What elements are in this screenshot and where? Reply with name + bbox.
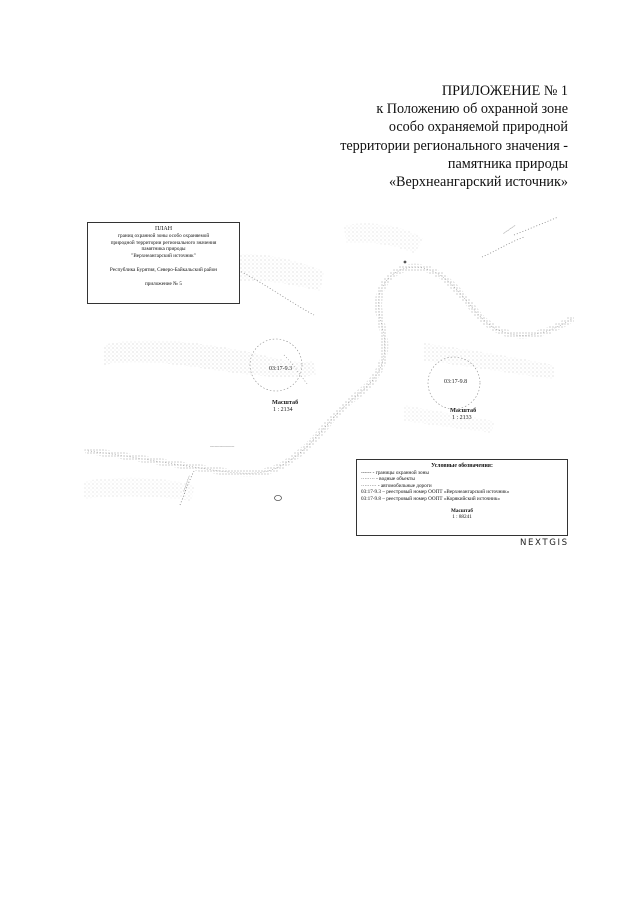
map-legend (356, 459, 568, 536)
header-line-3: особо охраняемой природной (388, 119, 568, 136)
legend-code-1: 03:17-9.3 – реестровый номер ООПТ «Верхнеангарский источник» (361, 489, 510, 496)
legend-item-roads-text: - автомобильные дороги (377, 482, 432, 489)
dotted-area-2 (234, 254, 324, 291)
header-line-6: «Верхнеангарский источник» (388, 174, 568, 191)
map-label-right-scale: 1 : 2133 (452, 415, 472, 421)
plan-note: приложение № 5 (144, 280, 182, 287)
road-line-4 (514, 217, 558, 235)
legend-scale-value: 1 : 88241 (452, 514, 472, 521)
dotted-area-6 (84, 478, 194, 501)
plan-line-1: границ охранной зоны особо охраняемой (117, 232, 210, 239)
dotted-area-4 (424, 343, 554, 379)
road-name-label: ~~~~~~~ (181, 474, 192, 493)
legend-code-2: 03:17-9.8 – реестровый номер ООПТ «Корякийский источник» (361, 495, 500, 502)
road-line-3 (482, 237, 524, 257)
map-label-right-code: 03:17-9.8 (444, 379, 468, 385)
header-line-2: к Положению об охранной зоне (376, 101, 568, 118)
plan-line-2: природной территории регионального значения (110, 239, 217, 246)
legend-item-boundary-text: - границы охранной зоны (372, 469, 429, 476)
legend-water-symbol: ········ (361, 476, 377, 483)
dotted-area-3 (344, 224, 424, 253)
appendix-header (248, 82, 568, 191)
road-name-label-2: ~~~~~~ (501, 223, 517, 236)
nextgis-logo: NEXTGIS (520, 538, 569, 548)
small-dot-marker (404, 261, 407, 264)
river-name-label: ~~~~~~~~~~ (210, 444, 235, 449)
dotted-area-5 (404, 405, 494, 433)
header-line-5: памятника природы (447, 155, 568, 172)
plan-line-3: памятника природы (141, 246, 186, 253)
map-label-left-scale-title: Масштаб (272, 399, 299, 406)
map-label-left-scale: 1 : 2134 (273, 407, 293, 413)
plan-title: ПЛАН (154, 226, 173, 232)
plan-line-4: "Верхнеангарский источник" (131, 253, 196, 260)
plan-title-box (87, 222, 240, 304)
legend-road-symbol: ········· (361, 482, 378, 489)
map-label-left-code: 03:17-9.3 (269, 366, 293, 372)
legend-item-water (361, 476, 563, 483)
header-line-4: территории регионального значения - (340, 137, 568, 154)
legend-boundary-symbol: ------ (361, 469, 373, 476)
spring-marker (275, 495, 282, 500)
header-line-1: ПРИЛОЖЕНИЕ № 1 (441, 83, 568, 99)
legend-scale-title: Масштаб (451, 507, 473, 514)
plan-region: Республика Бурятия, Северо-Байкальский район (109, 266, 218, 273)
map-label-right-scale-title: Масштаб (450, 407, 477, 414)
legend-title: Условные обозначения: (431, 463, 493, 469)
legend-item-water-text: - водные объекты (376, 476, 415, 483)
